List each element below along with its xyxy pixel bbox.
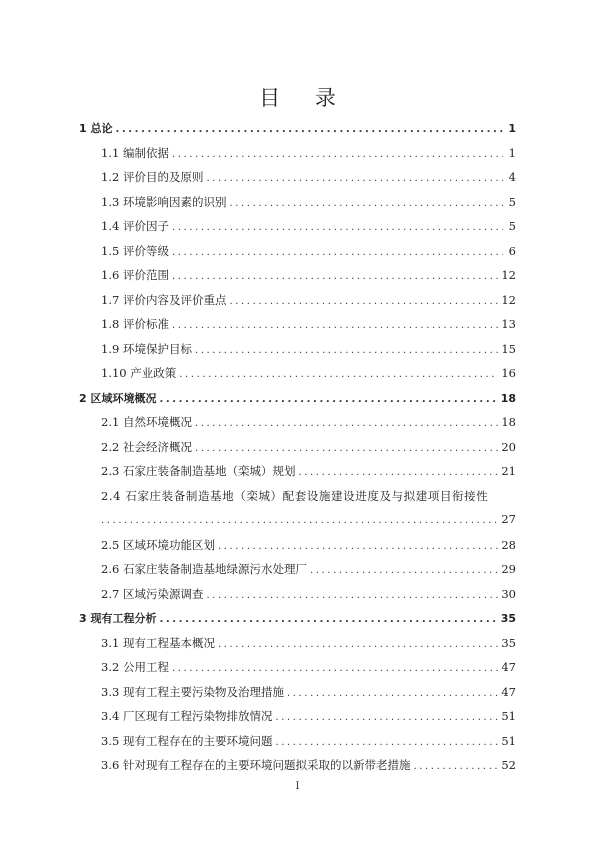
toc-entry-page: 4 — [508, 170, 516, 184]
table-of-contents — [79, 120, 516, 782]
toc-entry-label: 1 总论 — [79, 122, 113, 135]
toc-entry-3-2[interactable] — [79, 659, 516, 684]
toc-entry-label: 1.10 产业政策 — [101, 366, 177, 380]
toc-entry-label: 2.3 石家庄装备制造基地（栾城）规划 — [101, 464, 296, 478]
toc-entry-label: 1.5 评价等级 — [101, 243, 169, 258]
toc-entry-1-4[interactable] — [79, 218, 516, 243]
dot-leader — [101, 515, 498, 526]
toc-entry-page: 12 — [501, 268, 516, 282]
toc-entry-3-3[interactable] — [79, 684, 516, 709]
toc-entry-1-10[interactable] — [79, 365, 516, 390]
toc-entry-label: 2.1 自然环境概况 — [101, 415, 192, 429]
toc-entry-1-5[interactable] — [79, 243, 516, 268]
dot-leader — [172, 320, 498, 331]
toc-entry-label: 1.7 评价内容及评价重点 — [101, 292, 227, 307]
toc-entry-page: 20 — [501, 439, 516, 454]
dot-leader — [206, 173, 503, 184]
toc-entry-3-6[interactable] — [79, 757, 516, 782]
dot-leader — [195, 443, 498, 454]
toc-entry-2-4-continued[interactable] — [79, 512, 516, 537]
dot-leader — [275, 737, 498, 748]
toc-entry-1-3[interactable] — [79, 194, 516, 219]
toc-entry-label: 2.2 社会经济概况 — [101, 439, 192, 454]
toc-entry-2-4[interactable] — [79, 488, 516, 513]
toc-entry-1-9[interactable] — [79, 341, 516, 366]
toc-entry-page: 29 — [501, 562, 516, 576]
toc-entry-page: 35 — [500, 612, 516, 625]
toc-entry-2-2[interactable] — [79, 439, 516, 464]
toc-entry-page: 6 — [508, 243, 516, 258]
toc-entry-1-2[interactable] — [79, 169, 516, 194]
toc-entry-label: 1.1 编制依据 — [101, 145, 169, 160]
toc-entry-label: 2.5 区域环境功能区划 — [101, 537, 215, 552]
toc-entry-page: 13 — [501, 317, 516, 331]
dot-leader — [206, 590, 498, 601]
toc-entry-page: 35 — [501, 635, 516, 650]
toc-entry-2-7[interactable] — [79, 586, 516, 611]
toc-entry-page: 51 — [501, 733, 516, 748]
toc-entry-1-8[interactable] — [79, 316, 516, 341]
toc-entry-label: 3.4 厂区现有工程污染物排放情况 — [101, 709, 273, 723]
toc-entry-page: 18 — [500, 391, 516, 405]
dot-leader — [229, 198, 503, 209]
toc-entry-3-5[interactable] — [79, 733, 516, 758]
page-number: I — [295, 781, 300, 792]
toc-entry-label: 1.8 评价标准 — [101, 317, 169, 331]
dot-leader — [195, 418, 498, 429]
dot-leader — [172, 149, 503, 160]
toc-entry-1-1[interactable] — [79, 145, 516, 170]
toc-entry-page: 5 — [508, 219, 516, 233]
toc-entry-page: 51 — [501, 709, 516, 723]
toc-entry-label: 3.3 现有工程主要污染物及治理措施 — [101, 684, 284, 699]
toc-entry-chapter-2[interactable] — [79, 390, 516, 415]
toc-entry-label: 1.9 环境保护目标 — [101, 341, 192, 356]
dot-leader — [275, 712, 498, 723]
dot-leader — [172, 247, 503, 258]
toc-entry-page: 12 — [501, 292, 516, 307]
toc-entry-label: 3.1 现有工程基本概况 — [101, 635, 215, 650]
toc-entry-page: 1 — [508, 145, 516, 160]
toc-entry-chapter-3[interactable] — [79, 610, 516, 635]
toc-entry-label: 1.4 评价因子 — [101, 219, 169, 233]
toc-entry-label: 3.6 针对现有工程存在的主要环境问题拟采取的以新带老措施 — [101, 758, 411, 772]
toc-entry-2-3[interactable] — [79, 463, 516, 488]
dot-leader — [172, 222, 503, 233]
toc-entry-label: 3 现有工程分析 — [79, 612, 157, 625]
toc-entry-page: 30 — [501, 586, 516, 601]
toc-entry-label: 2.7 区域污染源调查 — [101, 586, 204, 601]
toc-entry-1-6[interactable] — [79, 267, 516, 292]
toc-entry-1-7[interactable] — [79, 292, 516, 317]
toc-entry-page: 16 — [501, 366, 516, 380]
toc-entry-page: 21 — [501, 464, 516, 478]
toc-entry-2-6[interactable] — [79, 561, 516, 586]
toc-entry-label: 2.6 石家庄装备制造基地绿源污水处理厂 — [101, 562, 307, 576]
dot-leader — [413, 761, 498, 772]
toc-entry-2-1[interactable] — [79, 414, 516, 439]
toc-entry-label: 3.2 公用工程 — [101, 660, 169, 674]
dot-leader — [179, 369, 498, 380]
toc-entry-page: 15 — [501, 341, 516, 356]
toc-entry-page: 47 — [501, 684, 516, 699]
toc-entry-3-1[interactable] — [79, 635, 516, 660]
toc-entry-label: 1.6 评价范围 — [101, 268, 169, 282]
dot-leader — [310, 565, 498, 576]
dot-leader — [159, 614, 497, 625]
toc-entry-label: 2.4 石家庄装备制造基地（栾城）配套设施建设进度及与拟建项目衔接性 — [101, 488, 489, 503]
dot-leader — [172, 663, 498, 674]
toc-entry-page: 27 — [501, 512, 516, 526]
dot-leader — [229, 296, 498, 307]
toc-entry-label: 1.2 评价目的及原则 — [101, 170, 204, 184]
toc-entry-page: 47 — [501, 660, 516, 674]
toc-entry-chapter-1[interactable] — [79, 120, 516, 145]
dot-leader — [159, 394, 497, 405]
page-title: 目 录 — [259, 86, 350, 110]
toc-entry-2-5[interactable] — [79, 537, 516, 562]
dot-leader — [115, 124, 503, 135]
toc-entry-page: 28 — [501, 537, 516, 552]
dot-leader — [195, 345, 498, 356]
dot-leader — [218, 639, 498, 650]
toc-entry-label: 1.3 环境影响因素的识别 — [101, 194, 227, 209]
dot-leader — [172, 271, 498, 282]
dot-leader — [218, 541, 498, 552]
dot-leader — [298, 467, 498, 478]
toc-entry-page: 1 — [508, 122, 516, 135]
toc-entry-page: 18 — [501, 415, 516, 429]
dot-leader — [287, 688, 498, 699]
toc-entry-page: 52 — [501, 758, 516, 772]
toc-entry-page: 5 — [508, 194, 516, 209]
toc-entry-label: 3.5 现有工程存在的主要环境问题 — [101, 733, 273, 748]
toc-entry-label: 2 区域环境概况 — [79, 391, 157, 405]
toc-entry-3-4[interactable] — [79, 708, 516, 733]
